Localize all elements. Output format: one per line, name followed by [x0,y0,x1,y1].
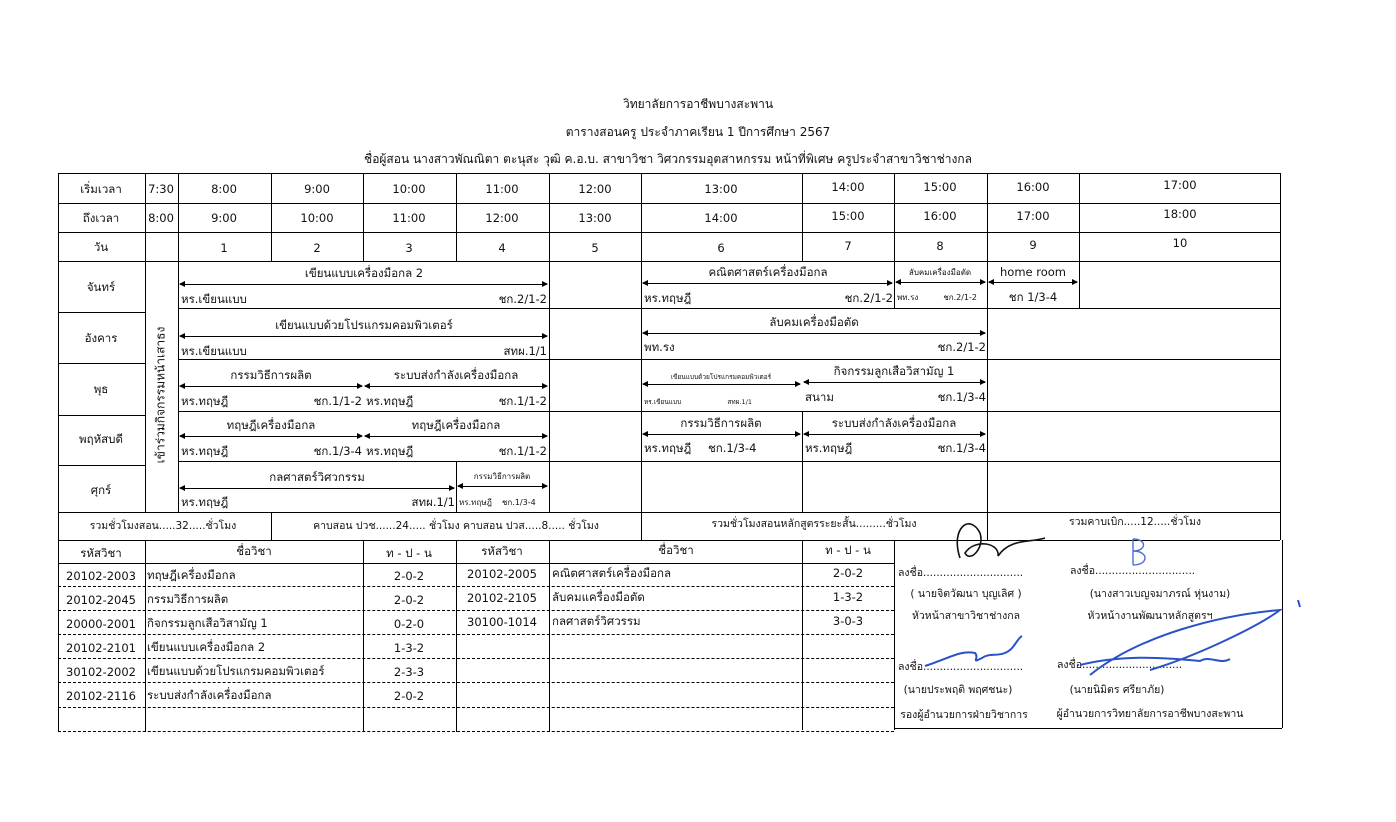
end-time: 16:00 [923,209,957,223]
span-arrow [804,382,985,383]
subject-name: ทฤษฎีเครื่องมือกล [147,568,236,582]
subjects-header-name: ชื่อวิชา [658,543,694,557]
class-group: ชก.1/1-2 [498,444,547,458]
span-arrow [989,282,1077,283]
start-time: 9:00 [304,182,330,196]
signature-mark-1 [940,508,1050,578]
subject-tpn: 2-0-2 [832,566,864,580]
signer-role: หัวหน้าสาขาวิชาช่างกล [911,610,1021,622]
subject-name: เขียนแบบด้วยโปรแกรมคอมพิวเตอร์ [147,664,325,678]
subject-tpn: 1-3-2 [393,641,425,655]
day-monday: จันทร์ [86,280,116,294]
period-number: 9 [1029,238,1037,252]
span-arrow [180,284,547,285]
start-time: 15:00 [923,180,957,194]
span-arrow [643,434,800,435]
claimed-hours: รวมคาบเบิก.....12.....ชั่วโมง [1068,516,1202,528]
subject-name: คณิตศาสตร์เครื่องมือกล [552,566,672,580]
signer-name: (นายประพฤติ พฤศชนะ) [903,684,1013,696]
class-group: ชก.1/3-4 [313,444,362,458]
signer-role: รองผู้อำนวยการฝ่ายวิชาการ [900,709,1028,721]
hours-split: คาบสอน ปวช......24..... ชั่วโมง คาบสอน ปวส.....8..... ชั่วโมง [313,520,599,532]
subject-tpn: 1-3-2 [832,590,864,604]
class-room: หร.เขียนแบบ [181,292,247,306]
subject-tpn: 2-3-3 [393,665,425,679]
class-room: หร.ทฤษฎี [181,444,229,458]
subjects-header-tpn: ท - ป - น [386,546,432,560]
end-time: 11:00 [392,211,426,225]
class-title: กลศาสตร์วิศวกรรม [269,470,365,484]
signer-role: ผู้อำนวยการวิทยาลัยการอาชีพบางสะพาน [1056,708,1244,720]
class-group: ชก.1/1-2 [313,394,362,408]
class-group: ชก.1/3-4 [937,390,986,404]
class-group: ชก.2/1-2 [943,293,977,302]
class-room: หร.ทฤษฎี [644,441,692,455]
class-room: หร.ทฤษฎี [366,444,414,458]
class-room: หร.เขียนแบบ [181,344,247,358]
subject-code: 20102-2116 [66,689,136,703]
total-hours: รวมชั่วโมงสอน.....32.....ชั่วโมง [89,520,237,532]
class-title: ทฤษฎีเครื่องมือกล [411,418,501,432]
class-group: สทผ.1/1 [727,398,752,406]
class-room: หร.ทฤษฎี [459,498,492,507]
subject-tpn: 2-0-2 [393,569,425,583]
class-group: สทผ.1/1 [411,495,455,509]
start-time: 7:30 [148,182,174,196]
class-group: ชก.2/1-2 [498,292,547,306]
class-room: หร.ทฤษฎี [644,291,692,305]
class-room: หร.ทฤษฎี [181,495,229,509]
span-arrow [180,436,362,437]
subjects-header-name: ชื่อวิชา [236,544,272,558]
subject-tpn: 2-0-2 [393,689,425,703]
subject-name: กรรมวิธีการผลิต [147,592,229,606]
class-room: หร.ทฤษฎี [805,441,853,455]
subject-code: 20000-2001 [66,617,136,631]
subject-code: 30102-2002 [66,665,136,679]
class-title: เขียนแบบด้วยโปรแกรมคอมพิวเตอร์ [670,373,772,381]
teacher-info: ชื่อผู้สอน นางสาวพัณณิตา ตะนุสะ วุฒิ ค.อ.บ. สาขาวิชา วิศวกรรมอุตสาหกรรม หน้าที่พิเศษ ครูประจำสาขาวิชาช่างกล [364,152,972,166]
signer-role: หัวหน้างานพัฒนาหลักสูตรฯ [1087,610,1213,622]
sign-line: ลงชื่อ.............................. [1057,659,1183,671]
homeroom-activity: เข้าร่วมกิจกรรมหน้าเสาธง [153,326,168,464]
day-thursday: พฤหัสบดี [79,432,123,446]
class-group: ชก.1/1-2 [498,394,547,408]
class-title: กิจกรรมลูกเสือวิสามัญ 1 [833,364,955,378]
subjects-header-code: รหัสวิชา [481,544,523,558]
class-title: กรรมวิธีการผลิต [680,416,762,430]
class-title: เขียนแบบเครื่องมือกล 2 [304,266,424,280]
signature-mark-3 [920,628,1030,673]
signer-name: (นางสาวเบญจมาภรณ์ หุ่นงาม) [1089,588,1231,600]
class-title: คณิตศาสตร์เครื่องมือกล [708,265,828,279]
start-time: 8:00 [211,182,237,196]
class-group: ชก.1/3-4 [502,498,536,507]
period-number: 6 [717,241,725,255]
end-time: 18:00 [1163,207,1197,221]
class-room: สนาม [805,390,834,404]
sign-line: ลงชื่อ.............................. [1070,565,1196,577]
day-wednesday: พุธ [93,382,109,396]
span-arrow [365,386,547,387]
row-label-start: เริ่มเวลา [80,182,122,196]
span-arrow [643,283,892,284]
class-title: home room [999,265,1067,279]
class-title: กรรมวิธีการผลิต [473,472,531,481]
period-number: 1 [220,241,228,255]
class-title: ระบบส่งกำลังเครื่องมือกล [831,416,957,430]
span-arrow [896,282,985,283]
signature-mark-2 [1125,535,1155,571]
class-title: ทฤษฎีเครื่องมือกล [226,418,316,432]
start-time: 13:00 [704,182,738,196]
start-time: 14:00 [831,180,865,194]
class-group: ชก.1/3-4 [937,441,986,455]
start-time: 12:00 [578,182,612,196]
row-label-end: ถึงเวลา [82,211,120,225]
class-title: เขียนแบบด้วยโปรแกรมคอมพิวเตอร์ [275,318,453,332]
span-arrow [365,436,547,437]
sign-line: ลงชื่อ.............................. [898,567,1024,579]
end-time: 12:00 [485,211,519,225]
day-friday: ศุกร์ [90,483,112,497]
class-group: ชก 1/3-4 [1008,290,1058,304]
span-arrow [643,384,800,385]
short-course-hours: รวมชั่วโมงสอนหลักสูตรระยะสั้น.........ชั่วโมง [711,518,917,530]
class-group: ชก.1/3-4 [708,441,757,455]
class-room: พท.รง [897,293,919,302]
subject-code: 20102-2005 [467,567,537,581]
class-title: ลับคมเครื่องมือตัด [908,268,972,277]
start-time: 17:00 [1163,178,1197,192]
subject-tpn: 0-2-0 [393,617,425,631]
subject-tpn: 3-0-3 [832,614,864,628]
signature-mark-4 [1060,595,1310,685]
span-arrow [643,333,985,334]
period-number: 5 [591,241,599,255]
span-arrow [180,336,547,337]
subject-code: 20102-2003 [66,569,136,583]
end-time: 13:00 [578,211,612,225]
subject-name: กิจกรรมลูกเสือวิสามัญ 1 [147,616,268,630]
class-room: หร.ทฤษฎี [366,394,414,408]
end-time: 8:00 [148,211,174,225]
class-room: พท.รง [644,340,675,354]
period-number: 10 [1172,236,1188,250]
class-title: กรรมวิธีการผลิต [230,368,312,382]
class-title: ลับคมเครื่องมือตัด [769,315,859,329]
period-number: 8 [936,239,944,253]
span-arrow [180,386,362,387]
class-room: หร.ทฤษฎี [181,394,229,408]
period-number: 2 [313,241,321,255]
schedule-title: ตารางสอนครู ประจำภาคเรียน 1 ปีการศึกษา 2567 [565,125,831,139]
subject-name: กลศาสตร์วิศวรรม [552,614,641,628]
subject-code: 30100-1014 [467,615,537,629]
class-group: ชก.2/1-2 [844,291,893,305]
period-number: 3 [405,241,413,255]
signer-name: ( นายจิตวัฒนา บุญเลิศ ) [910,588,1022,600]
subject-name: ระบบส่งกำลังเครื่องมือกล [147,688,272,702]
end-time: 17:00 [1016,209,1050,223]
span-arrow [180,488,454,489]
start-time: 11:00 [485,182,519,196]
span-arrow [458,486,547,487]
row-label-period: วัน [93,240,109,254]
class-title: ระบบส่งกำลังเครื่องมือกล [393,368,519,382]
sign-line: ลงชื่อ.............................. [898,661,1024,673]
subject-code: 20102-2101 [66,641,136,655]
day-tuesday: อังคาร [84,331,118,345]
class-group: สทผ.1/1 [503,344,547,358]
end-time: 9:00 [211,211,237,225]
period-number: 4 [498,241,506,255]
start-time: 16:00 [1016,180,1050,194]
class-room: หร.เขียนแบบ [644,398,682,406]
subject-tpn: 2-0-2 [393,593,425,607]
signer-name: (นายนิมิตร ศรียาภัย) [1069,684,1165,696]
subject-name: เขียนแบบเครื่องมือกล 2 [147,640,266,654]
college-name: วิทยาลัยการอาชีพบางสะพาน [622,97,774,111]
end-time: 10:00 [300,211,334,225]
subject-code: 20102-2045 [66,593,136,607]
period-number: 7 [844,239,852,253]
span-arrow [804,434,985,435]
end-time: 15:00 [831,209,865,223]
subjects-header-code: รหัสวิชา [80,546,122,560]
start-time: 10:00 [392,182,426,196]
subject-name: ลับคมแครื่องมือตัด [552,590,645,604]
subjects-header-tpn: ท - ป - น [825,543,871,557]
class-group: ชก.2/1-2 [937,340,986,354]
end-time: 14:00 [704,211,738,225]
subject-code: 20102-2105 [467,591,537,605]
